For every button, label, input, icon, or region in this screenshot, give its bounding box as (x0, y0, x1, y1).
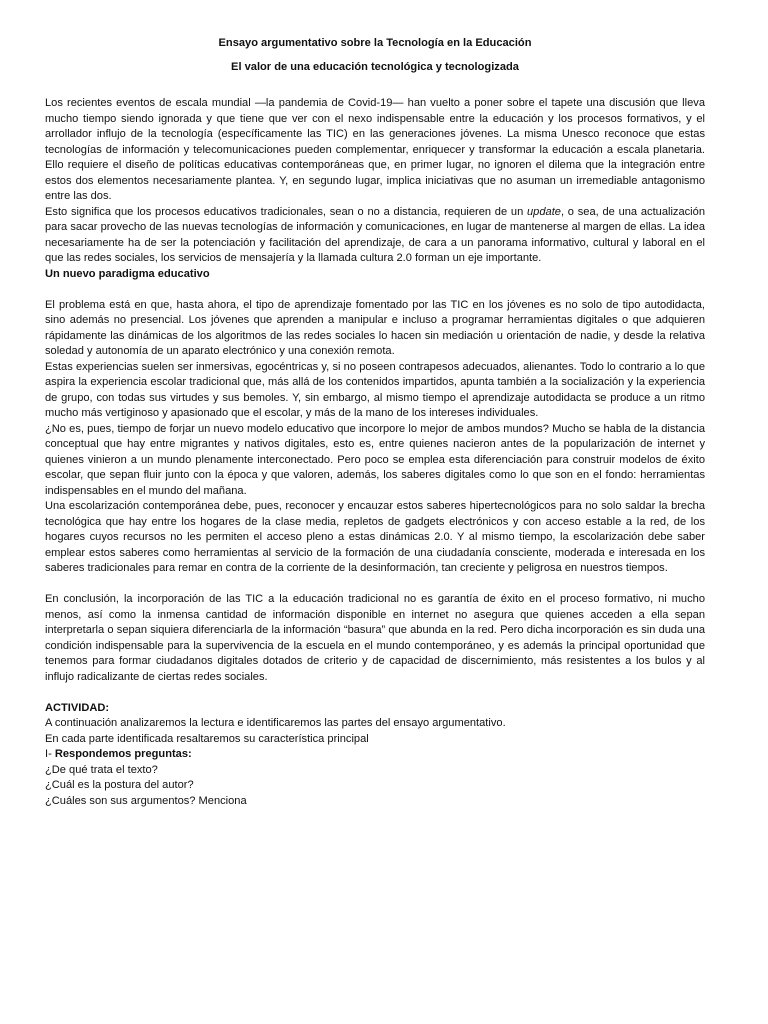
paragraph-conclusion: En conclusión, la incorporación de las TIC a la educación tradicional no es garantía de éxito en el proceso formativo, ni mucho menos, así como la inmensa cantidad de información disponible en internet no asegura que quienes acceden a ella sepan interpretarla o sepan siquiera diferenciarla de la información “basura” que abunda en la red. Pero dicha incorporación es sin duda una condición indispensable para la supervivencia de la escuela en el mundo contemporáneo, y es además la principal oportunidad que tenemos para formar ciudadanos digitales dotados de criterio y de capacidad de discernimiento, más resistentes a los bulos y al influjo radicalizante de ciertas redes sociales. (45, 593, 705, 683)
paragraph-update (45, 205, 705, 267)
activity-section-prefix: I- (45, 748, 55, 760)
document-subtitle: El valor de una educación tecnológica y tecnologizada (231, 60, 519, 73)
question-item: ¿De qué trata el texto? (45, 763, 158, 776)
update-term: update (527, 205, 561, 218)
paragraph-update-end: , o sea, de una actualización para sacar provecho de las nuevas tecnologías de información y comunicaciones, en lugar de mantenerse al margen de ellas. La idea necesariamente ha de ser la potenciación y facilitación del aprendizaje, de cara a un panorama informativo, cultural y laboral en el que las redes sociales, los servicios de mensajería y la llamada cultura 2.0 forman un eje importante. (45, 205, 705, 264)
spacer (45, 685, 705, 701)
activity-section-heading (45, 747, 705, 763)
paragraph-schooling: Una escolarización contemporánea debe, pues, reconocer y encauzar estos saberes hipertecnológicos para no solo saldar la brecha tecnológica que hay entre los hogares de la clase media, repletos de gadgets electrónicos y con acceso estable a la red, de los hogares cuyos recursos no les permiten el acceso pleno a estas dinámicas 2.0. Y al mismo tiempo, la escolarización debe saber emplear estos saberes como herramientas al servicio de la formación de una ciudadanía consciente, moderada e interesada en los saberes tradicionales para remar en contra de la corriente de la desinformación, tan creciente y peligrosa en nuestros tiempos. (45, 500, 705, 574)
activity-title: ACTIVIDAD: (45, 701, 110, 714)
paragraph-intro: Los recientes eventos de escala mundial —la pandemia de Covid-19— han vuelto a poner sobre el tapete una discusión que lleva mucho tiempo siendo ignorada y que tiene que ver con el nexo indispensable entre la educación y los procesos formativos, y el arrollador influjo de la tecnología (específicamente las TIC) en las generaciones jóvenes. La misma Unesco reconoce que estas tecnologías de información y telecomunicaciones pueden complementar, enriquecer y transformar la educación a escala planetaria. Ello requiere el diseño de políticas educativas contemporáneas que, en primer lugar, no ignoren el dilema que la integración entre estos dos elementos necesariamente plantea. Y, en segundo lugar, implica iniciativas que no asuman un irremediable antagonismo entre las dos. (45, 97, 705, 202)
activity-instruction-2: En cada parte identificada resaltaremos su característica principal (45, 732, 369, 745)
spacer (45, 577, 705, 593)
paragraph-experiences: Estas experiencias suelen ser inmersivas, egocéntricas y, si no poseen contrapesos adecuados, alienantes. Todo lo contrario a lo que aspira la experiencia escolar tradicional que, más allá de los contenidos impartidos, apunta también a la socialización y la experiencia de grupo, con todas sus virtudes y sus bemoles. Y, sin embargo, al mismo tiempo el aprendizaje autodidacta se produce a un ritmo mucho más vertiginoso y apasionado que el escolar, y más de la mano de los intereses individuales. (45, 360, 705, 419)
document-title: Ensayo argumentativo sobre la Tecnología en la Educación (218, 37, 532, 49)
document-page (45, 36, 705, 809)
activity-section-label: Respondemos preguntas: (54, 748, 192, 760)
paragraph-problem: El problema está en que, hasta ahora, el tipo de aprendizaje fomentado por las TIC en los jóvenes es no solo de tipo autodidacta, sino además no presencial. Los jóvenes que aprenden a manipular e incluso a programar herramientas digitales o que adquieren rápidamente las dinámicas de los algoritmos de las redes sociales lo hacen sin mediación u orientación de nadie, y desde la relativa soledad y autonomía de un aparato electrónico y una conexión remota. (45, 298, 705, 357)
paragraph-new-model: ¿No es, pues, tiempo de forjar un nuevo modelo educativo que incorpore lo mejor de ambos mundos? Mucho se habla de la distancia conceptual que hay entre migrantes y nativos digitales, esto es, entre quienes nacieron antes de la popularización de internet y quienes vinieron a un mundo plenamente interconectado. Pero poco se emplea esta diferenciación para construir modelos de éxito escolar, que sepan fluir junto con la época y que valoren, además, los saberes digitales como lo que son en el fondo: herramientas indispensables en el mundo del mañana. (45, 422, 705, 497)
spacer (45, 282, 705, 298)
question-item: ¿Cuáles son sus argumentos? Menciona (45, 794, 247, 807)
section-heading: Un nuevo paradigma educativo (45, 267, 210, 280)
question-item: ¿Cuál es la postura del autor? (45, 779, 194, 791)
activity-instruction-1: A continuación analizaremos la lectura e identificaremos las partes del ensayo argumentativo. (45, 717, 506, 729)
paragraph-update-start: Esto significa que los procesos educativos tradicionales, sean o no a distancia, requieren de un (45, 205, 528, 218)
